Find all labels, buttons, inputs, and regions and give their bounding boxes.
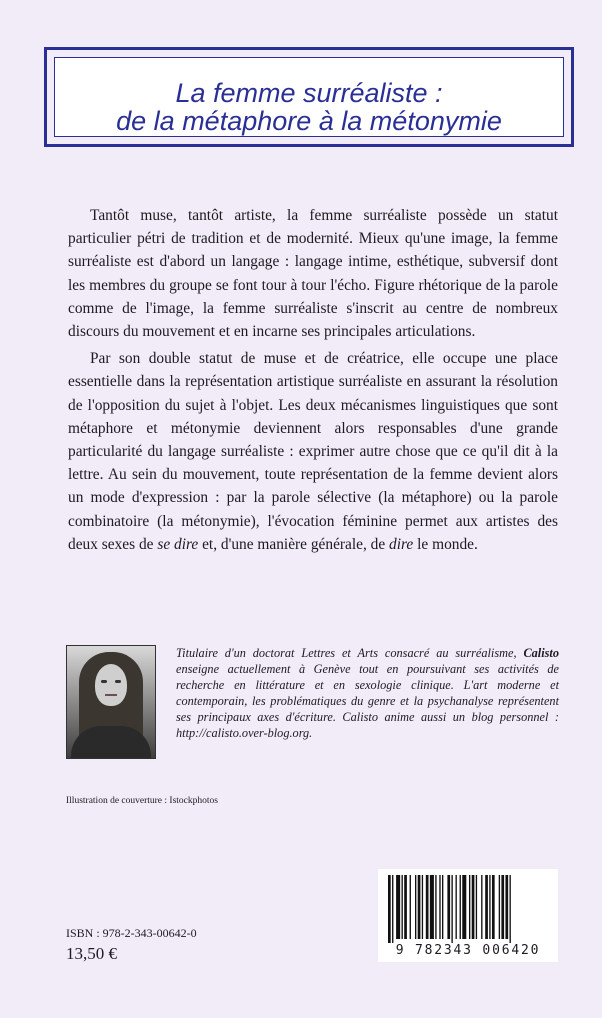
- back-cover-summary: [68, 204, 558, 556]
- author-bio-body: enseigne actuellement à Genève tout en poursuivant ses activités de recherche en littérature et en sexologie clinique. L'art moderne et contemporain, les problématiques du genre et la psychanalyse représentent ses principaux axes d'écriture. Calisto anime aussi un blog personnel : http://calisto.over-blog.org.: [176, 662, 559, 740]
- summary-paragraph-2-text-c: le monde.: [417, 535, 478, 553]
- price: 13,50 €: [66, 944, 117, 963]
- author-bio-intro: Titulaire d'un doctorat Lettres et Arts consacré au surréalisme,: [176, 646, 517, 660]
- summary-paragraph-2-text-b: et, d'une manière générale, de: [202, 535, 386, 553]
- barcode-bar: [410, 875, 411, 939]
- barcode-bar: [481, 875, 482, 939]
- barcode-bar: [499, 875, 500, 939]
- author-bio: [176, 645, 559, 741]
- barcode-bar: [492, 875, 495, 939]
- portrait-face: [95, 664, 127, 706]
- barcode-bar: [388, 875, 391, 943]
- barcode-bar: [402, 875, 403, 939]
- summary-emphasis-se-dire: se dire: [157, 535, 199, 553]
- barcode-bar: [418, 875, 421, 939]
- author-name: Calisto: [523, 646, 559, 660]
- barcode-bar: [476, 875, 477, 939]
- book-title-line-2: de la métaphore à la métonymie: [116, 106, 502, 136]
- summary-paragraph-1: Tantôt muse, tantôt artiste, la femme surréaliste possède un statut particulier pétri de tradition et de modernité. Mieux qu'une image, la femme surréaliste est d'abord un langage : langage intime, esthétique, subversif dont les membres du groupe se font tour à tour l'écho. Figure rhétorique de la parole comme de l'image, la femme surréaliste s'inscrit au centre de nombreux discours du mouvement et en incarne ses principales articulations.: [68, 207, 558, 341]
- isbn: ISBN : 978-2-343-00642-0: [66, 926, 197, 940]
- barcode: [378, 869, 558, 962]
- barcode-bar: [485, 875, 488, 939]
- portrait-mouth: [105, 694, 117, 696]
- barcode-bar: [447, 875, 450, 939]
- summary-paragraph-2: [68, 347, 558, 556]
- barcode-bar: [489, 875, 490, 939]
- barcode-bar: [456, 875, 457, 939]
- barcode-number: 9 782343 006420: [395, 943, 541, 958]
- barcode-bar: [422, 875, 423, 939]
- barcode-bar: [501, 875, 504, 939]
- cover-illustration-credit: Illustration de couverture : Istockphotos: [66, 796, 218, 806]
- barcode-bar: [462, 875, 466, 939]
- portrait-left-eye: [101, 680, 107, 683]
- title-box: [54, 57, 564, 137]
- barcode-bar: [451, 875, 452, 943]
- barcode-bar: [392, 875, 393, 943]
- barcode-bar: [460, 875, 461, 939]
- barcode-bar: [472, 875, 475, 939]
- barcode-bar: [442, 875, 443, 939]
- barcode-bar: [505, 875, 508, 939]
- barcode-bar: [396, 875, 400, 939]
- summary-paragraph-2-text-a: Par son double statut de muse et de créatrice, elle occupe une place essentielle dans la représentation artistique surréaliste en assurant la résolution de l'opposition du sujet à l'objet. Les deux mécanismes linguistiques que sont métaphore et métonymie deviennent alors responsables d'une grande particularité du langage surréaliste : exprimer autre chose que ce qu'il dit à la lettre. Au sein du mouvement, toute représentation de la femme devient alors un mode d'expression : par la parole sélective (la métaphore) ou la parole combinatoire (la métonymie), l'évocation féminine permet aux artistes des deux sexes de: [68, 350, 558, 553]
- barcode-bar: [439, 875, 440, 939]
- summary-emphasis-dire: dire: [389, 535, 414, 553]
- barcode-bar: [404, 875, 407, 939]
- portrait-right-eye: [115, 680, 121, 683]
- barcode-bar: [469, 875, 470, 939]
- barcode-bar: [426, 875, 429, 939]
- barcode-bar: [415, 875, 416, 939]
- author-portrait-icon: [66, 645, 156, 759]
- barcode-bar: [435, 875, 436, 939]
- barcode-bar: [430, 875, 434, 939]
- barcode-bar: [510, 875, 511, 943]
- book-title-line-1: La femme surréaliste :: [175, 78, 443, 108]
- title-frame: [44, 47, 574, 147]
